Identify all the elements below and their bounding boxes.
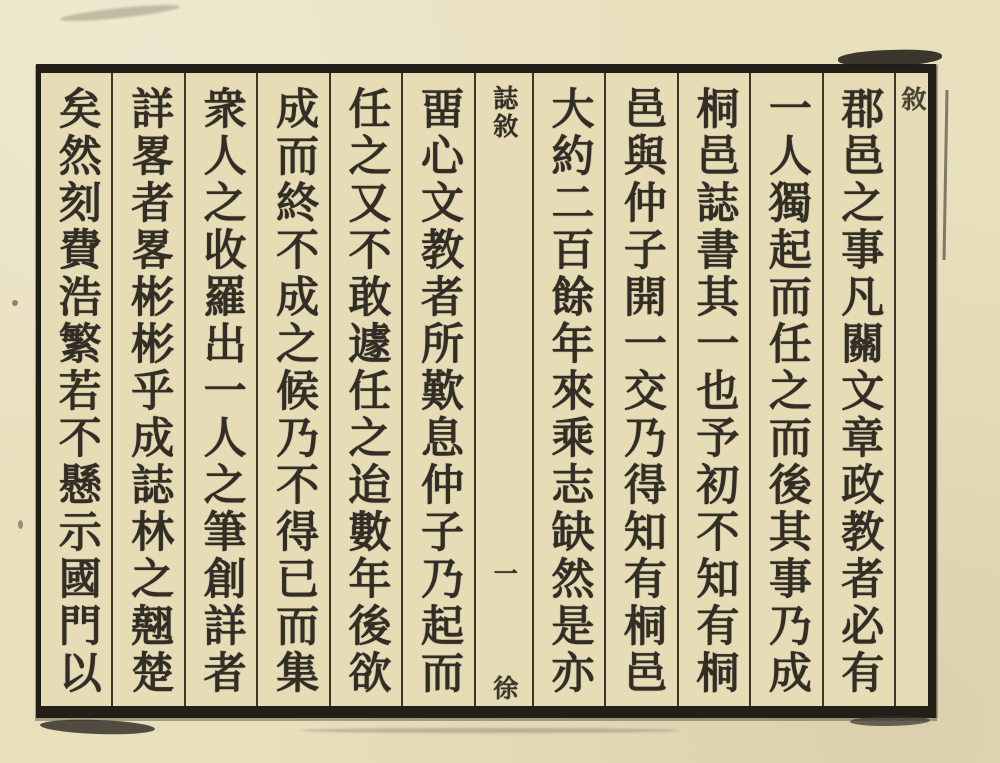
ink-smudge: [300, 728, 680, 733]
column-text: 成而終不成之候乃不得已而集: [269, 86, 320, 697]
text-column-11: [41, 73, 111, 706]
page-edge-line: [943, 90, 949, 260]
column-text: 詳畧者畧彬彬乎成誌林之翹楚: [124, 86, 175, 697]
text-column-7: [329, 73, 401, 706]
section-label: 敘: [898, 86, 927, 111]
right-margin-strip: [894, 73, 928, 706]
column-text: 大約二百餘年來乘志缺然是亦: [544, 86, 595, 697]
text-column-3: [677, 73, 749, 706]
scan-streak: [60, 2, 180, 24]
publisher-mark: 徐: [489, 675, 519, 700]
text-column-2: [749, 73, 821, 706]
ink-speck: [18, 520, 23, 529]
text-column-6: [401, 73, 473, 706]
column-text: 任之又不敢遽任之迨數年後欲: [341, 86, 392, 697]
text-column-4: [604, 73, 676, 706]
text-column-5: [532, 73, 604, 706]
column-text: 一人獨起而任之而後其事乃成: [761, 86, 812, 697]
text-column-10: [111, 73, 183, 706]
column-text: 邑與仲子開一交乃得知有桐邑: [616, 86, 667, 697]
page-number: 一: [489, 561, 518, 585]
banxin-column: [474, 73, 532, 706]
column-text: 畱心文教者所歎息仲子乃起而: [414, 86, 464, 697]
column-text: 郡邑之事凡關文章政教者必有: [834, 86, 885, 697]
column-text: 衆人之收羅出一人之筆創詳者: [196, 86, 247, 697]
ink-speck: [12, 300, 18, 306]
text-column-8: [256, 73, 328, 706]
text-block-frame: [36, 64, 936, 718]
text-column-1: [822, 73, 894, 706]
ink-smudge: [40, 718, 155, 736]
banxin-title: 誌敘: [489, 85, 519, 141]
column-text: 矣然刻費浩繁若不懸示國門以: [51, 86, 102, 697]
column-text: 桐邑誌書其一也予初不知有桐: [689, 86, 740, 697]
text-column-9: [184, 73, 256, 706]
